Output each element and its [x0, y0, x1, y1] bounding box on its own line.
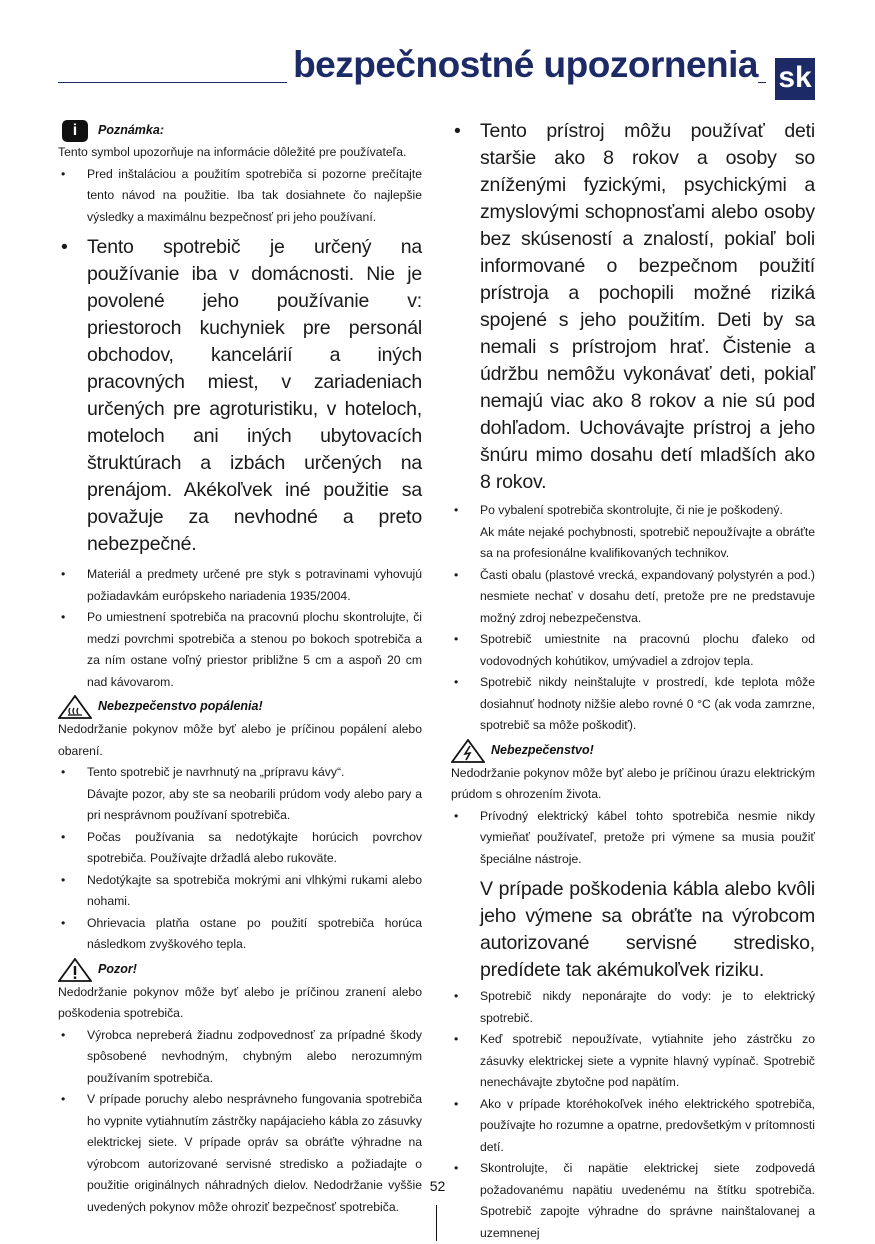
note-text: Tento symbol upozorňuje na informácie dôležité pre používateľa.	[58, 145, 407, 159]
children-use-item: • Tento prístroj môžu používať deti staršie ako 8 rokov a osoby so zníženými fyzickými, psychickými a zmyslovými schopnosťami alebo osoby bez skúseností a znalostí, pokiaľ boli informované o bezpečnom použití prístroja a pochopili možné riziká spojené s jeho použitím. Deti by sa nemali s prístrojom hrať. Čistenie a údržbu nemôžu vykonávať deti, pokiaľ nemajú viac ako 8 rokov a nie sú pod dohľadom. Uchovávajte prístroj a jeho šnúru mimo dosahu detí mladších ako 8 rokov.	[451, 118, 815, 496]
list-item: • Nedotýkajte sa spotrebiča mokrými ani vlhkými rukami alebo nohami.	[58, 870, 422, 913]
installation-list	[451, 500, 815, 737]
list-item: • Časti obalu (plastové vrecká, expandovaný polystyrén a pod.) nesmiete nechať v dosahu detí, pretože pre ne predstavuje možný zdroj nebezpečenstva.	[451, 565, 815, 630]
footer-rule	[436, 1205, 437, 1241]
caution-text: Nedodržanie pokynov môže byť alebo je príčinou zranení alebo poškodenia spotrebiča.	[58, 984, 422, 1020]
list-item-line: Dávajte pozor, aby ste sa neobarili prúdom vody alebo pary a pri nesprávnom používaní spotrebiča.	[87, 786, 422, 822]
hot-surface-warning-icon	[58, 695, 92, 719]
note-heading: Poznámka:	[98, 123, 164, 138]
list-item: • Spotrebič nikdy neponárajte do vody: je to elektrický spotrebič.	[451, 986, 815, 1029]
list-item: • Skontrolujte, či napätie elektrickej siete zodpovedá požadovanému napätiu uvedenému na štítku spotrebiča. Spotrebič zapojte výhradne do správne nainštalovanej a uzemnenej	[451, 1158, 815, 1244]
right-column	[451, 118, 815, 1244]
note-list	[58, 164, 422, 229]
list-item: • Ohrievacia platňa ostane po použití spotrebiča horúca následkom zvyškového tepla.	[58, 913, 422, 956]
electric-danger-heading: Nebezpečenstvo!	[491, 742, 594, 757]
electric-list-2	[451, 986, 815, 1244]
page-number: 52	[429, 1178, 446, 1194]
children-use-list	[451, 118, 815, 496]
info-icon: i	[62, 120, 88, 142]
list-item: • Spotrebič umiestnite na pracovnú plochu ďaleko od vodovodných kohútikov, umývadiel a zdrojov tepla.	[451, 629, 815, 672]
language-badge: sk	[775, 58, 815, 100]
electric-danger-heading-row	[451, 739, 815, 763]
burn-warning-heading: Nebezpečenstvo popálenia!	[98, 699, 263, 714]
caution-heading-row	[58, 958, 422, 982]
list-item-line: Ak máte nejaké pochybnosti, spotrebič nepoužívajte a obráťte sa na profesionálne kvalifikovaných technikov.	[480, 524, 815, 560]
left-column	[58, 118, 422, 1218]
burn-list	[58, 762, 422, 956]
list-item: • Spotrebič nikdy neinštalujte v prostredí, kde teplota môže dosiahnuť hodnoty nižšie alebo rovné 0 °C (ak voda zamrzne, spotrebič sa môže poškodiť).	[451, 672, 815, 737]
page-title: bezpečnostné upozornenia	[287, 44, 758, 86]
list-item: • Materiál a predmety určené pre styk s potravinami vyhovujú požiadavkám európskeho nariadenia 1935/2004.	[58, 564, 422, 607]
electric-danger-text: Nedodržanie pokynov môže byť alebo je príčinou úrazu elektrickým prúdom s ohrozením života.	[451, 765, 815, 801]
caution-heading: Pozor!	[98, 961, 137, 976]
page-header	[58, 40, 818, 102]
household-use-list	[58, 234, 422, 558]
note-heading-row	[58, 120, 422, 142]
electric-shock-warning-icon	[451, 739, 485, 763]
list-item: • Ako v prípade ktoréhokoľvek iného elektrického spotrebiča, používajte ho rozumne a opatrne, predovšetkým v prítomnosti detí.	[451, 1094, 815, 1159]
list-item-line: • Po vybalení spotrebiča skontrolujte, či nie je poškodený.	[480, 503, 783, 517]
burn-warning-heading-row	[58, 695, 422, 719]
list-item: • Pred inštaláciou a použitím spotrebiča si pozorne prečítajte tento návod na použitie. Iba tak dosiahnete čo najlepšie výsledky a maximálnu bezpečnosť pri jeho používaní.	[58, 164, 422, 229]
list-item: • V prípade poruchy alebo nesprávneho fungovania spotrebiča ho vypnite vytiahnutím zástrčky napájacieho kábla zo zásuvky elektrickej siete. V prípade opráv sa obráťte výhradne na výrobcom autorizované servisné stredisko a požiadajte o použitie originálnych náhradných dielov. Nedodržanie vyššie uvedených pokynov môže ohroziť bezpečnosť spotrebiča.	[58, 1089, 422, 1218]
list-item	[58, 762, 422, 827]
list-item	[451, 500, 815, 565]
general-list	[58, 564, 422, 693]
list-item: • Po umiestnení spotrebiča na pracovnú plochu skontrolujte, či medzi povrchmi spotrebiča a stenou po bokoch spotrebiča a za ním ostane voľný priestor približne 5 cm a aspoň 20 cm nad kávovarom.	[58, 607, 422, 693]
list-item: • Výrobca nepreberá žiadnu zodpovednosť za prípadné škody spôsobené nevhodným, chybným alebo nerozumným používaním spotrebiča.	[58, 1025, 422, 1090]
list-item: • Prívodný elektrický kábel tohto spotrebiča nesmie nikdy vymieňať používateľ, pretože pri výmene sa musia použiť špeciálne nástroje.	[451, 806, 815, 871]
list-item-line: • Tento spotrebič je navrhnutý na „prípravu kávy“.	[87, 765, 345, 779]
list-item: • Keď spotrebič nepoužívate, vytiahnite jeho zástrčku zo zásuvky elektrickej siete a vypnite hlavný vypínač. Spotrebič nenechávajte zbytočne pod napätím.	[451, 1029, 815, 1094]
cable-damage-notice: V prípade poškodenia kábla alebo kvôli jeho výmene sa obráťte na výrobcom autorizované servisné stredisko, predídete tak akémukoľvek riziku.	[480, 878, 815, 981]
burn-warning-text: Nedodržanie pokynov môže byť alebo je príčinou popálení alebo obarení.	[58, 722, 422, 758]
electric-list	[451, 806, 815, 871]
household-use-item: • Tento spotrebič je určený na používanie iba v domácnosti. Nie je povolené jeho používanie v: priestoroch kuchyniek pre personál obchodov, kancelárií a iných pracovných miest, v zariadeniach určených pre agroturistiku, v hoteloch, moteloch ani iných ubytovacích štruktúrach a izbách určených na prenájom. Akékoľvek iné použitie sa považuje za nevhodné a preto nebezpečné.	[58, 234, 422, 558]
list-item: • Počas používania sa nedotýkajte horúcich povrchov spotrebiča. Používajte držadlá alebo rukoväte.	[58, 827, 422, 870]
caution-icon	[58, 958, 92, 982]
